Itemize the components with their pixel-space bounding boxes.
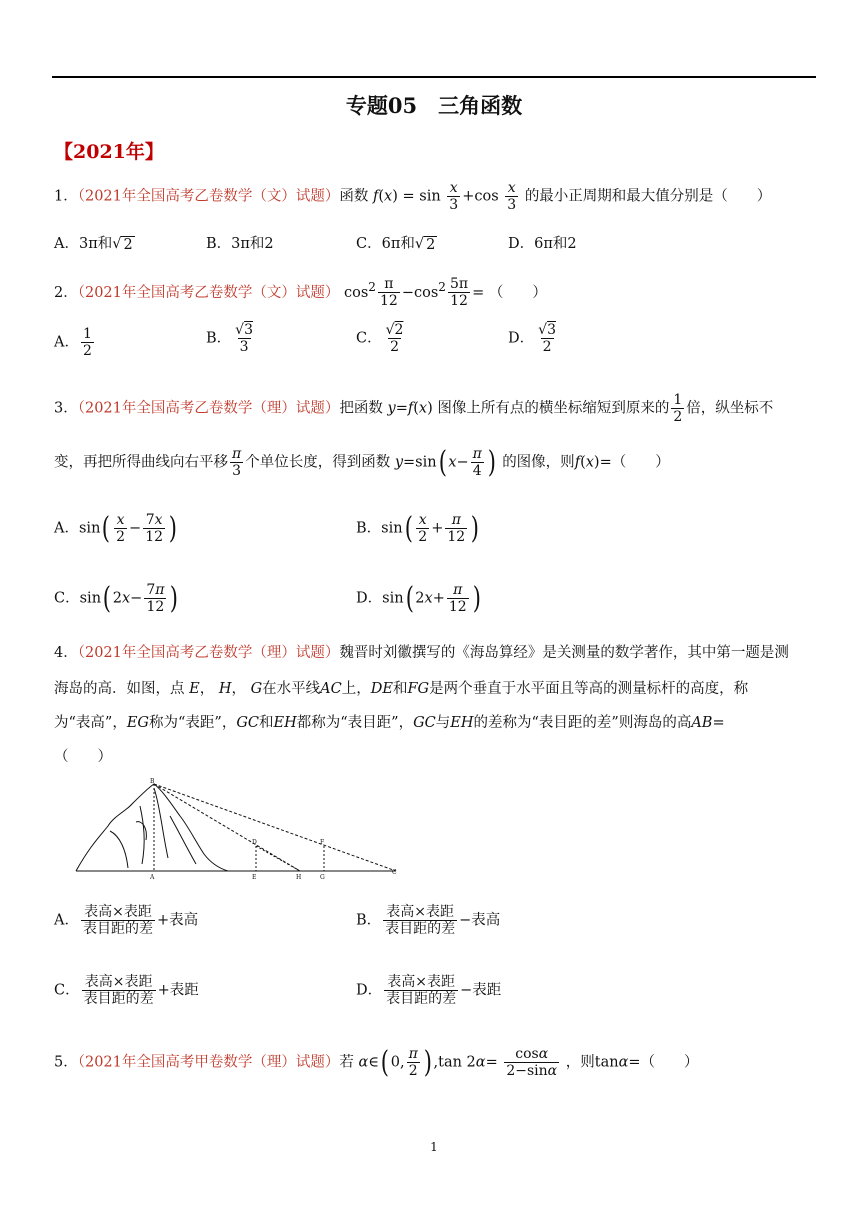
section-year: 【2021年】 xyxy=(54,141,164,163)
label-b: B xyxy=(150,778,155,785)
option-b[interactable]: B． $\frac{√3}{3}$ xyxy=(206,322,253,355)
page-title: 专题05 三角函数 xyxy=(345,93,523,118)
question-source: （2021年全国高考乙卷数学（理）试题） xyxy=(77,645,340,661)
island-diagram xyxy=(70,776,410,886)
question-3-line-2: 变，再把所得曲线向右平移 $\frac{\pi}{3}$ 个单位长度，得到函数 y=sin( x− $\frac{\pi}{4}$ ) 的图像，则f(x)=（ ） xyxy=(54,444,670,480)
question-4-line-3: 为“表高”，EG称为“表距”，GC和EH都称为“表目距”，GC与EH的差称为“表目距的差”则海岛的高AB= xyxy=(54,715,725,731)
option-b[interactable]: B． $\frac{\text{表高×表距}}{\text{表目距的差}}$ −表高 xyxy=(356,904,501,937)
sight-line-2 xyxy=(154,784,396,871)
option-b[interactable]: B．3π和2 xyxy=(206,236,274,252)
stem-text: 的最小正周期和最大值分别是（ ） xyxy=(524,188,772,205)
question-source: （2021年全国高考甲卷数学（理）试题） xyxy=(77,1054,340,1071)
label-h: H xyxy=(296,874,302,881)
question-3-line-1: 3．（2021年全国高考乙卷数学（理）试题）把函数 y=f(x) 图像上所有点的横坐标缩短到原来的 $\frac{1}{2}$ 倍，纵坐标不 xyxy=(54,392,774,425)
question-number: 4． xyxy=(54,645,78,661)
header-rule xyxy=(52,76,816,78)
option-d[interactable]: D． $\frac{\text{表高×表距}}{\text{表目距的差}}$ −表距 xyxy=(356,974,502,1007)
option-a[interactable]: A．3π和 √ 2 xyxy=(54,236,133,253)
question-4-line-2: 海岛的高．如图，点 E， H， G在水平线AC上，DE和FG是两个垂直于水平面且等高的测量标杆的高度，称 xyxy=(54,681,749,697)
question-1: 1．（2021年全国高考乙卷数学（文）试题）函数 f(x) = sin $\frac{x}{3}$ +cos $\frac{x}{3}$ 的最小正周期和最大值分别是（ ） xyxy=(54,180,772,213)
question-4-line-4: （ ） xyxy=(54,749,112,765)
math-expression: f xyxy=(373,188,379,205)
page-number: 1 xyxy=(430,1140,438,1154)
option-d[interactable]: D．6π和2 xyxy=(508,236,577,252)
option-a[interactable]: A． $\frac{\text{表高×表距}}{\text{表目距的差}}$ +表高 xyxy=(54,904,199,937)
option-b[interactable]: B．sin( $\frac{x}{2}$ + $\frac{\pi}{12}$ ) xyxy=(356,510,480,546)
question-source: （2021年全国高考乙卷数学（文）试题） xyxy=(77,284,340,301)
question-4-line-1: 4．（2021年全国高考乙卷数学（理）试题）魏晋时刘徽撰写的《海岛算经》是关测量的数学著作，其中第一题是测 xyxy=(54,645,789,661)
question-2: 2．（2021年全国高考乙卷数学（文）试题） $\cos^2$ $\frac{\pi}{12}$ $-\cos^2$ $\frac{5\pi}{12}$ = （ ） xyxy=(54,276,547,310)
label-a: A xyxy=(150,874,155,881)
stem-text: （ ） xyxy=(488,284,547,301)
option-c[interactable]: C．sin( 2x− $\frac{7\pi}{12}$ ) xyxy=(54,580,179,616)
label-c: C xyxy=(392,869,397,876)
question-number: 3． xyxy=(54,400,78,417)
label-e: E xyxy=(252,874,257,881)
question-source: （2021年全国高考乙卷数学（理）试题） xyxy=(77,400,340,417)
question-source: （2021年全国高考乙卷数学（文）试题） xyxy=(77,188,340,205)
label-g: G xyxy=(320,874,325,881)
option-a[interactable]: A． $\frac{1}{2}$ xyxy=(54,326,92,359)
option-a[interactable]: A．sin( $\frac{x}{2}$ − $\frac{7x}{12}$ ) xyxy=(54,510,177,546)
option-c[interactable]: C．6π和 √ 2 xyxy=(356,236,436,253)
question-5: 5．（2021年全国高考甲卷数学（理）试题）若 α∈( 0, $\frac{\pi}{2}$ ) ,tan 2α= $\frac{\cos\alpha}{2-\sin\alpha}$ ，则tanα=（ ） xyxy=(54,1044,699,1080)
label-d: D xyxy=(252,839,257,846)
island-outline xyxy=(76,784,228,871)
question-number: 2． xyxy=(54,284,78,301)
label-f: F xyxy=(320,839,325,846)
question-number: 5． xyxy=(54,1054,78,1071)
option-d[interactable]: D． $\frac{√3}{2}$ xyxy=(508,322,556,355)
option-d[interactable]: D．sin( 2x+ $\frac{\pi}{12}$ ) xyxy=(356,580,481,616)
stem-text: 函数 xyxy=(339,188,369,205)
question-number: 1． xyxy=(54,188,78,205)
option-c[interactable]: C． $\frac{\text{表高×表距}}{\text{表目距的差}}$ +表距 xyxy=(54,974,199,1007)
option-c[interactable]: C． $\frac{√2}{2}$ xyxy=(356,322,404,355)
